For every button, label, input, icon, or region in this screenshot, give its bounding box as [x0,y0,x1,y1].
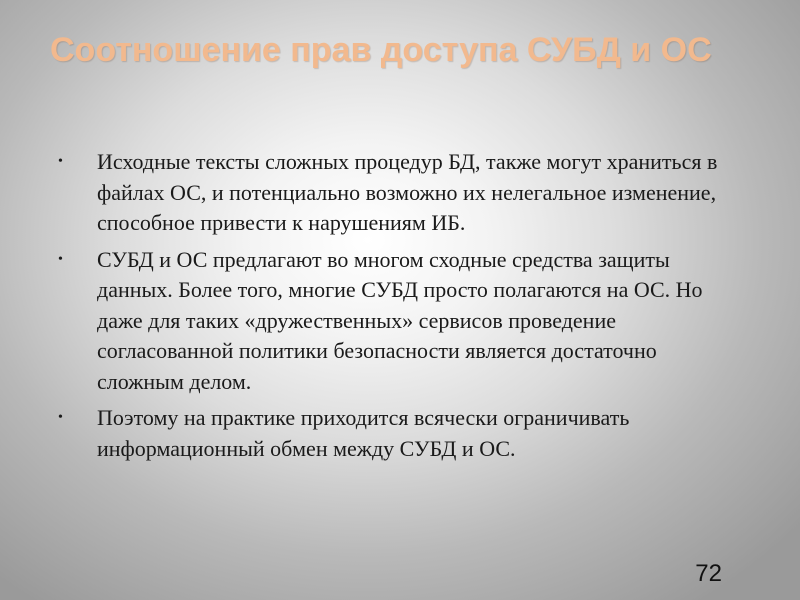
bullet-dot-icon: • [58,154,63,169]
bullet-item [55,403,745,464]
bullet-dot-icon: • [58,410,63,425]
bullet-text: СУБД и ОС предлагают во многом сходные средства защиты данных. Более того, многие СУБД просто полагаются на ОС. Но даже для таких «дружественных» сервисов проведение согласованной политики безопасности является достаточно сложным делом. [97,246,703,394]
bullet-item [55,147,745,239]
bullet-list [55,147,745,470]
slide-title: Соотношение прав доступа СУБД и ОС [50,31,712,69]
bullet-text: Исходные тексты сложных процедур БД, также могут храниться в файлах ОС, и потенциально возможно их нелегальное изменение, способное привести к нарушениям ИБ. [97,149,718,235]
bullet-item [55,245,745,398]
bullet-dot-icon: • [58,251,63,267]
page-number: 72 [695,560,722,587]
bullet-text: Поэтому на практике приходится всячески ограничивать информационный обмен между СУБД и ОС. [97,405,630,461]
